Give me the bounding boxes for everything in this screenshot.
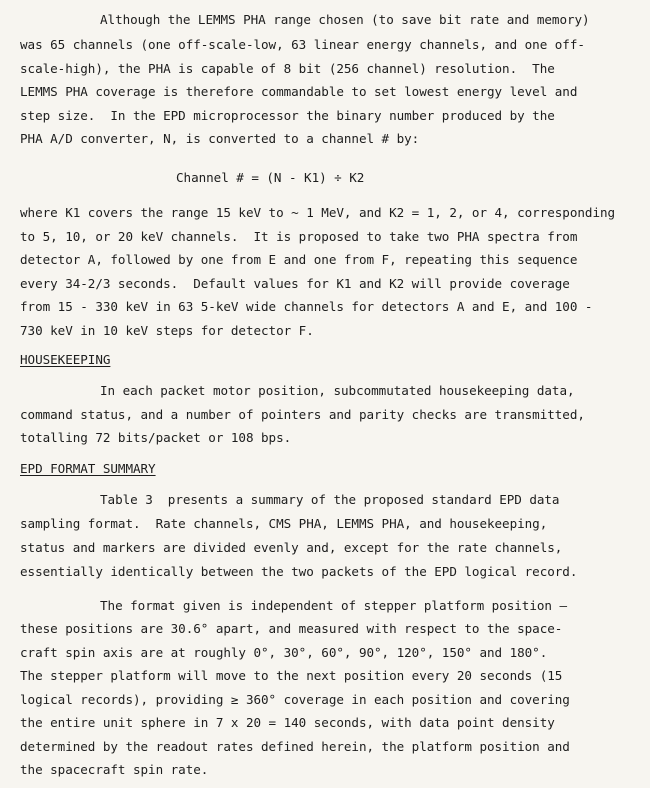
paragraph-2-line-4: every 34-2/3 seconds. Default values for K1 and K2 will provide coverage — [20, 276, 570, 291]
paragraph-5-line-8: the spacecraft spin rate. — [20, 762, 209, 777]
paragraph-1-line-5: step size. In the EPD microprocessor the binary number produced by the — [20, 108, 555, 123]
paragraph-5-line-3: craft spin axis are at roughly 0°, 30°, 60°, 90°, 120°, 150° and 180°. — [20, 645, 548, 660]
channel-equation: Channel # = (N - K1) ÷ K2 — [176, 170, 365, 185]
paragraph-5-line-5: logical records), providing ≥ 360° coverage in each position and covering — [20, 692, 570, 707]
paragraph-1-line-1: Although the LEMMS PHA range chosen (to save bit rate and memory) — [100, 12, 590, 27]
paragraph-1-line-2: was 65 channels (one off-scale-low, 63 linear energy channels, and one off- — [20, 37, 585, 52]
paragraph-3-line-3: totalling 72 bits/packet or 108 bps. — [20, 430, 292, 445]
paragraph-4-line-4: essentially identically between the two packets of the EPD logical record. — [20, 564, 578, 579]
paragraph-4-line-2: sampling format. Rate channels, CMS PHA, LEMMS PHA, and housekeeping, — [20, 516, 548, 531]
paragraph-2-line-5: from 15 - 330 keV in 63 5-keV wide channels for detectors A and E, and 100 - — [20, 299, 593, 314]
paragraph-5-line-4: The stepper platform will move to the next position every 20 seconds (15 — [20, 668, 563, 683]
paragraph-1-line-6: PHA A/D converter, N, is converted to a channel # by: — [20, 131, 420, 146]
paragraph-5-line-6: the entire unit sphere in 7 x 20 = 140 seconds, with data point density — [20, 715, 555, 730]
paragraph-5-line-7: determined by the readout rates defined herein, the platform position and — [20, 739, 570, 754]
paragraph-2-line-1: where K1 covers the range 15 keV to ~ 1 MeV, and K2 = 1, 2, or 4, corresponding — [20, 205, 616, 220]
paragraph-2-line-3: detector A, followed by one from E and one from F, repeating this sequence — [20, 252, 578, 267]
paragraph-3-line-1: In each packet motor position, subcommutated housekeeping data, — [100, 383, 575, 398]
section-heading-housekeeping: HOUSEKEEPING — [20, 352, 111, 367]
paragraph-1-line-3: scale-high), the PHA is capable of 8 bit (256 channel) resolution. The — [20, 61, 555, 76]
paragraph-4-line-1: Table 3 presents a summary of the proposed standard EPD data — [100, 492, 560, 507]
paragraph-5-line-2: these positions are 30.6° apart, and measured with respect to the space- — [20, 621, 563, 636]
paragraph-2-line-6: 730 keV in 10 keV steps for detector F. — [20, 323, 314, 338]
paragraph-5-line-1: The format given is independent of stepper platform position — — [100, 598, 567, 613]
section-heading-epd-format-summary: EPD FORMAT SUMMARY — [20, 461, 156, 476]
paragraph-1-line-4: LEMMS PHA coverage is therefore commandable to set lowest energy level and — [20, 84, 578, 99]
paragraph-2-line-2: to 5, 10, or 20 keV channels. It is proposed to take two PHA spectra from — [20, 229, 578, 244]
paragraph-4-line-3: status and markers are divided evenly and, except for the rate channels, — [20, 540, 563, 555]
paragraph-3-line-2: command status, and a number of pointers and parity checks are transmitted, — [20, 407, 585, 422]
